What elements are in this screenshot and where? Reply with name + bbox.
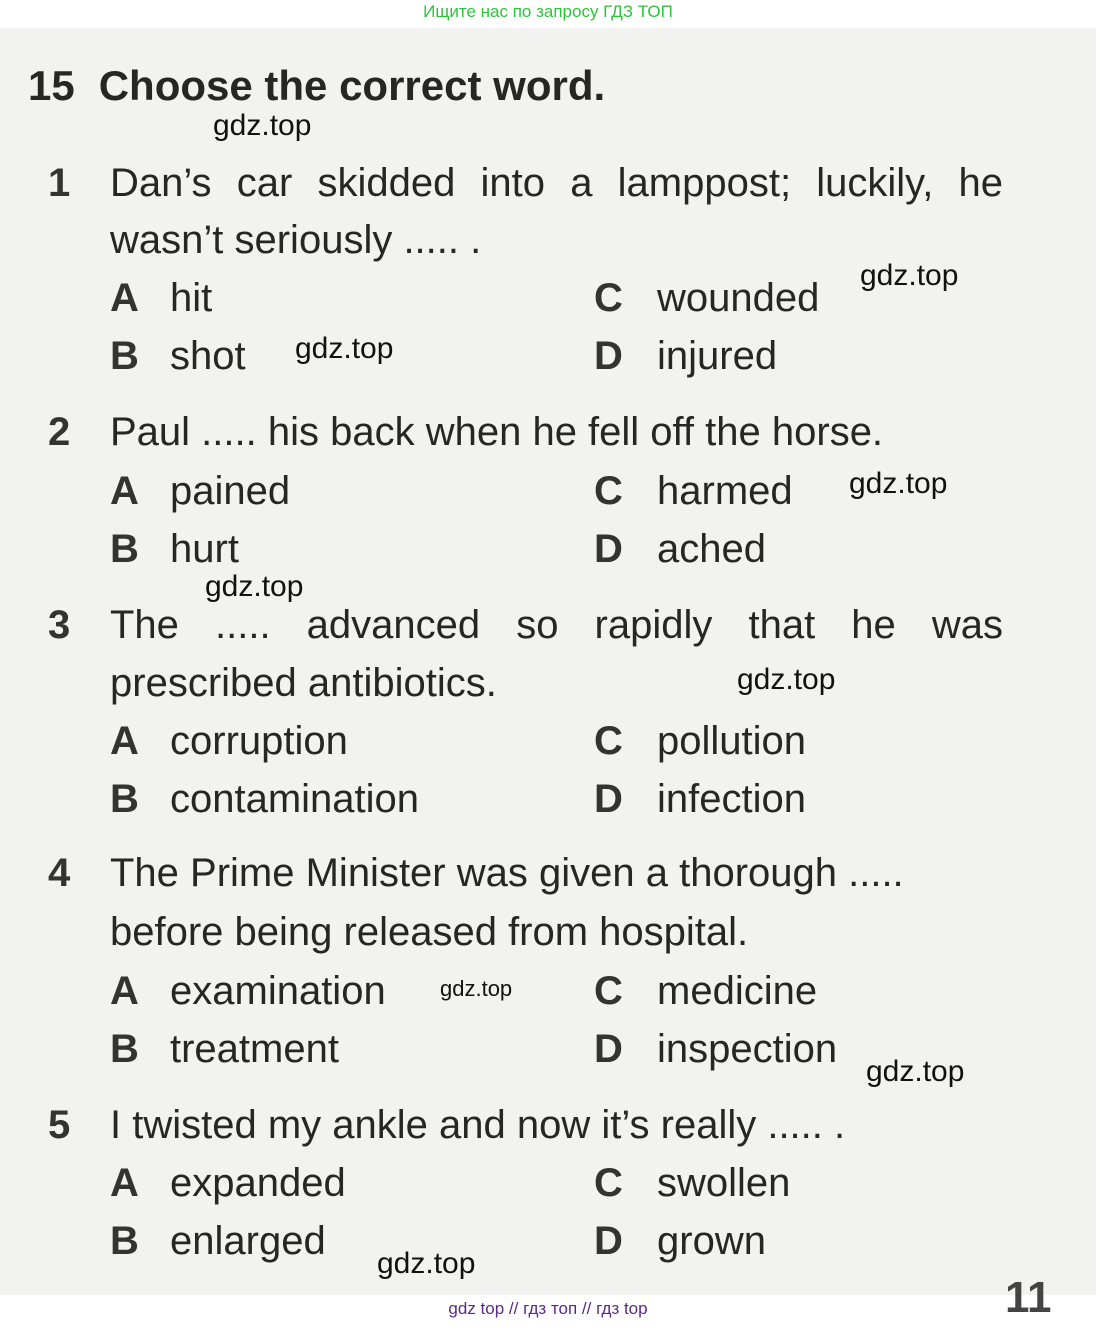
option-text: treatment xyxy=(170,1027,339,1071)
option-text: wounded xyxy=(657,276,820,320)
option-text: examination xyxy=(170,969,386,1013)
option-text: corruption xyxy=(170,719,348,763)
exercise-number: 15 xyxy=(28,62,75,109)
option-letter: B xyxy=(110,1219,139,1263)
option-letter: A xyxy=(110,1161,139,1205)
option-text: medicine xyxy=(657,969,818,1013)
watermark: gdz.top xyxy=(440,976,513,1001)
option-text: shot xyxy=(170,334,246,378)
option-text: infection xyxy=(657,777,806,821)
option-letter: C xyxy=(594,969,623,1013)
question-text: Paul ..... his back when he fell off the horse. xyxy=(110,410,884,454)
option-letter: B xyxy=(110,777,139,821)
watermark: gdz.top xyxy=(377,1247,476,1280)
option-text: inspection xyxy=(657,1027,838,1071)
watermark: gdz.top xyxy=(205,570,304,603)
question-number: 3 xyxy=(48,603,71,647)
question-number: 5 xyxy=(48,1103,71,1147)
option-text: ached xyxy=(657,527,766,571)
watermark: gdz.top xyxy=(849,467,948,500)
watermark: gdz.top xyxy=(295,332,394,365)
option-letter: D xyxy=(594,527,623,571)
option-letter: B xyxy=(110,1027,139,1071)
option-text: enlarged xyxy=(170,1219,326,1263)
question-text: I twisted my ankle and now it’s really ..... . xyxy=(110,1103,846,1147)
question-text: prescribed antibiotics. xyxy=(110,661,497,705)
option-text: expanded xyxy=(170,1161,346,1205)
exercise-heading xyxy=(28,63,629,109)
option-letter: A xyxy=(110,469,139,513)
watermark: gdz.top xyxy=(866,1055,965,1088)
option-letter: C xyxy=(594,1161,623,1205)
option-letter: A xyxy=(110,969,139,1013)
option-text: harmed xyxy=(657,469,793,513)
option-text: grown xyxy=(657,1219,766,1263)
question-number: 4 xyxy=(48,851,71,895)
question-text: before being released from hospital. xyxy=(110,910,749,954)
question-number: 2 xyxy=(48,410,71,454)
option-letter: D xyxy=(594,334,623,378)
option-text: hurt xyxy=(170,527,239,571)
question-text: The ..... advanced so rapidly that he was xyxy=(110,603,1003,647)
option-letter: B xyxy=(110,334,139,378)
option-letter: D xyxy=(594,1027,623,1071)
option-text: contamination xyxy=(170,777,420,821)
bottom-banner[interactable]: gdz top // гдз топ // гдз top xyxy=(448,1299,648,1318)
option-letter: D xyxy=(594,1219,623,1263)
option-text: pollution xyxy=(657,719,807,763)
question-number: 1 xyxy=(48,161,71,205)
watermark: gdz.top xyxy=(737,663,836,696)
question-text: The Prime Minister was given a thorough ..... xyxy=(110,851,904,895)
watermark: gdz.top xyxy=(860,259,959,292)
exercise-title: Choose the correct word. xyxy=(98,62,606,109)
option-text: hit xyxy=(170,276,213,320)
option-letter: C xyxy=(594,719,623,763)
option-letter: D xyxy=(594,777,623,821)
option-letter: B xyxy=(110,527,139,571)
option-text: pained xyxy=(170,469,291,513)
option-letter: A xyxy=(110,276,139,320)
option-text: injured xyxy=(657,334,778,378)
option-letter: C xyxy=(594,469,623,513)
page-number: 11 xyxy=(1005,1273,1052,1322)
option-text: swollen xyxy=(657,1161,791,1205)
option-letter: C xyxy=(594,276,623,320)
watermark: gdz.top xyxy=(213,109,312,142)
top-banner[interactable]: Ищите нас по запросу ГДЗ ТОП xyxy=(423,2,673,21)
question-text: Dan’s car skidded into a lamppost; luckily, he xyxy=(110,161,1003,205)
question-text: wasn’t seriously ..... . xyxy=(110,218,482,262)
option-letter: A xyxy=(110,719,139,763)
